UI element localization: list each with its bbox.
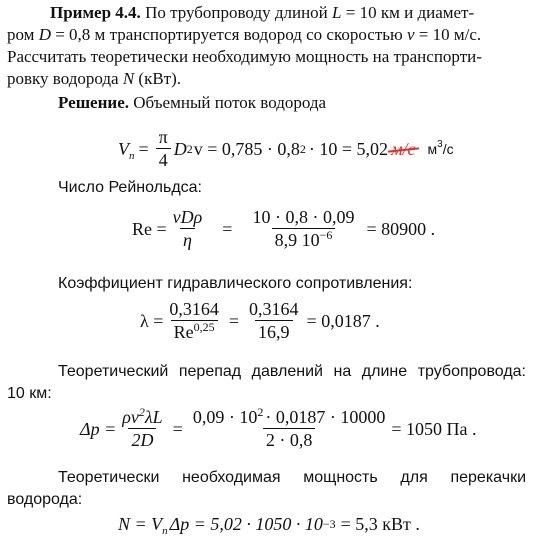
problem-text-4a: ровку водорода [7, 69, 119, 88]
problem-line-4 [7, 70, 181, 87]
problem-text-2c: = 10 м/с. [418, 25, 482, 44]
pressure-heading-2: 10 км: [7, 385, 52, 402]
pressure-fraction-2: $\frac{0,09 \cdot 10^2 \cdot 0,0187 \cdot 10000}{2 \cdot 0,8}$ [192, 405, 386, 450]
problem-text-1b: = 10 км и диамет- [345, 3, 475, 22]
problem-line-1 [50, 4, 520, 21]
problem-text-4b: (кВт). [138, 69, 182, 88]
flow-equation: $V_п$ = $\frac{\pi}{4}$ D 2 v = 0,785 · 0,8 2 · 10 = 5,02 м/с $м^3/с$ [118, 127, 454, 170]
power-heading-2: водорода: [7, 491, 83, 508]
var-v: v [406, 25, 415, 44]
friction-fraction-1: $\frac{0,3164}{Re^{0,25}}$ [169, 299, 219, 342]
problem-text-2b: = 0,8 м транспортируется водород со скоростью [55, 25, 403, 44]
friction-heading: Коэффициент гидравлического сопротивления: [58, 275, 413, 292]
problem-label: Пример 4.4. [50, 3, 141, 22]
pressure-heading-1: Теоретический перепад давлений на длине трубопровода: [58, 363, 526, 380]
solution-intro-text: Объемный поток водорода [133, 93, 327, 112]
pressure-fraction-1: $\frac{\rho v^2\lambda L}{2D}$ [122, 405, 163, 450]
power-equation: $N = V_п$ Δp = 5,02 · 1050 · 10 −3 = 5,3 кВт . [118, 514, 420, 537]
problem-line-3 [7, 48, 482, 65]
reynolds-fraction-1: $\frac{\text{vDρ}}{\eta}$ [172, 207, 203, 250]
handwritten-unit: $м^3/с$ [427, 138, 454, 157]
solution-intro [58, 94, 326, 111]
solution-label: Решение. [58, 93, 129, 112]
struck-unit: м/с [391, 138, 416, 159]
friction-equation: λ = $\frac{0,3164}{Re^{0,25}}$ = $\frac{0,3164}{16,9}$ = 0,0187 . [140, 299, 380, 342]
power-heading-1: Теоретически необходимая мощность для перекачки [58, 469, 526, 486]
var-D: D [38, 25, 51, 44]
friction-fraction-2: $\frac{0,3164}{16,9}$ [249, 299, 299, 342]
reynolds-fraction-2: $\frac{10 \cdot 0,8 \cdot 0,09}{8,9 10^{-6}}$ [252, 207, 355, 250]
reynolds-heading: Число Рейнольдса: [58, 179, 202, 196]
reynolds-equation: Re = $\frac{\text{vDρ}}{\eta}$ = $\frac{10 \cdot 0,8 \cdot 0,09}{8,9 10^{-6}}$ = 80900 . [132, 207, 436, 250]
power-lhs: $N = V_п$ [118, 514, 168, 537]
var-N: N [122, 69, 135, 88]
pressure-equation: Δp = $\frac{\rho v^2\lambda L}{2D}$ = $\frac{0,09 \cdot 10^2 \cdot 0,0187 \cdot 10000}{2 \cdot 0,8}$ = 1050 Па . [80, 405, 477, 450]
flow-lhs: $V_п$ [118, 138, 135, 162]
problem-text-2a: ром [7, 25, 35, 44]
problem-text-3: Рассчитать теоретически необходимую мощность на транспорти- [7, 47, 482, 66]
problem-line-2 [7, 26, 481, 43]
flow-fraction: $\frac{\pi}{4}$ [156, 128, 171, 169]
problem-text-1a: По трубопроводу длиной [145, 3, 328, 22]
var-L: L [332, 3, 342, 22]
